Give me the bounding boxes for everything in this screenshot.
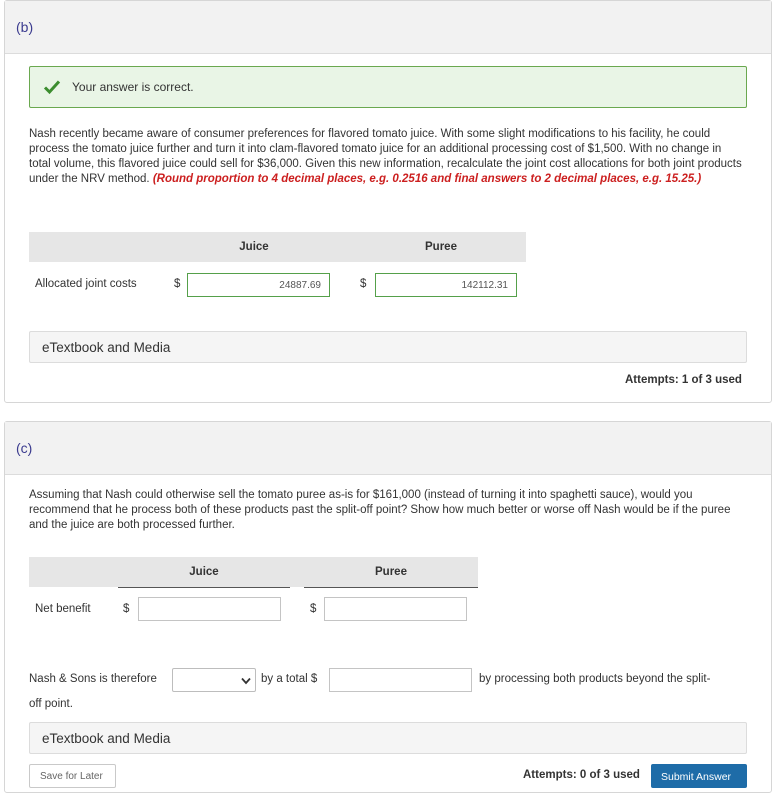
conclusion-sentence-start: Nash & Sons is therefore <box>29 673 157 685</box>
net-puree-dollar-sign: $ <box>310 603 317 615</box>
correct-feedback-banner <box>29 66 747 108</box>
submit-answer-button[interactable]: Submit Answer <box>651 764 747 788</box>
part-b-header <box>5 1 771 54</box>
allocated-joint-costs-label: Allocated joint costs <box>35 278 137 290</box>
feedback-text: Your answer is correct. <box>72 80 194 94</box>
attempts-b: Attempts: 1 of 3 used <box>625 374 742 386</box>
conclusion-sentence-mid: by a total $ <box>261 673 318 685</box>
net-benefit-puree-input[interactable] <box>324 597 467 621</box>
better-worse-dropdown[interactable] <box>172 668 256 692</box>
chevron-down-icon <box>241 677 251 685</box>
etextbook-media-c[interactable]: eTextbook and Media <box>29 722 747 754</box>
col-puree-header-c: Puree <box>375 566 407 578</box>
net-benefit-juice-input[interactable] <box>138 597 281 621</box>
etextbook-media-b[interactable]: eTextbook and Media <box>29 331 747 363</box>
conclusion-sentence-end: by processing both products beyond the split- <box>479 673 711 685</box>
juice-dollar-sign: $ <box>174 278 181 290</box>
col-juice-header-c: Juice <box>189 566 219 578</box>
part-c-question: Assuming that Nash could otherwise sell the tomato puree as-is for $161,000 (instead of turning it into spaghetti sauce), would you recommend that he process both of these products past the split-off point? Show how much better or worse off Nash would be if the puree and the juice are both processed further. <box>29 489 731 531</box>
col-juice-header: Juice <box>239 241 269 253</box>
puree-column-rule <box>304 587 478 588</box>
part-b-label: (b) <box>16 19 34 35</box>
puree-allocated-input[interactable]: 142112.31 <box>375 273 517 297</box>
save-for-later-button[interactable]: Save for Later <box>29 764 116 788</box>
net-juice-dollar-sign: $ <box>123 603 130 615</box>
juice-column-rule <box>118 587 290 588</box>
col-puree-header: Puree <box>425 241 457 253</box>
rounding-instruction: (Round proportion to 4 decimal places, e.g. 0.2516 and final answers to 2 decimal places, e.g. 15.25.) <box>152 173 702 185</box>
checkmark-icon <box>43 79 61 95</box>
attempts-c: Attempts: 0 of 3 used <box>523 769 640 781</box>
part-c-label: (c) <box>16 440 33 456</box>
part-b-question <box>29 127 745 187</box>
puree-dollar-sign: $ <box>360 278 367 290</box>
net-benefit-label: Net benefit <box>35 603 91 615</box>
total-amount-input[interactable] <box>329 668 472 692</box>
part-c-header <box>5 422 771 475</box>
conclusion-sentence-wrap: off point. <box>29 698 73 710</box>
part-b-question-text: Nash recently became aware of consumer preferences for flavored tomato juice. With some slight modifications to his facility, he could process the tomato juice further and turn it into clam-flavored tomato juice for an additional processing cost of $1,500. With no change in total volume, this flavored juice could sell for $36,000. Given this new information, recalculate the joint cost allocations for both joint products under the NRV method. <box>29 128 742 185</box>
juice-allocated-input[interactable]: 24887.69 <box>187 273 330 297</box>
